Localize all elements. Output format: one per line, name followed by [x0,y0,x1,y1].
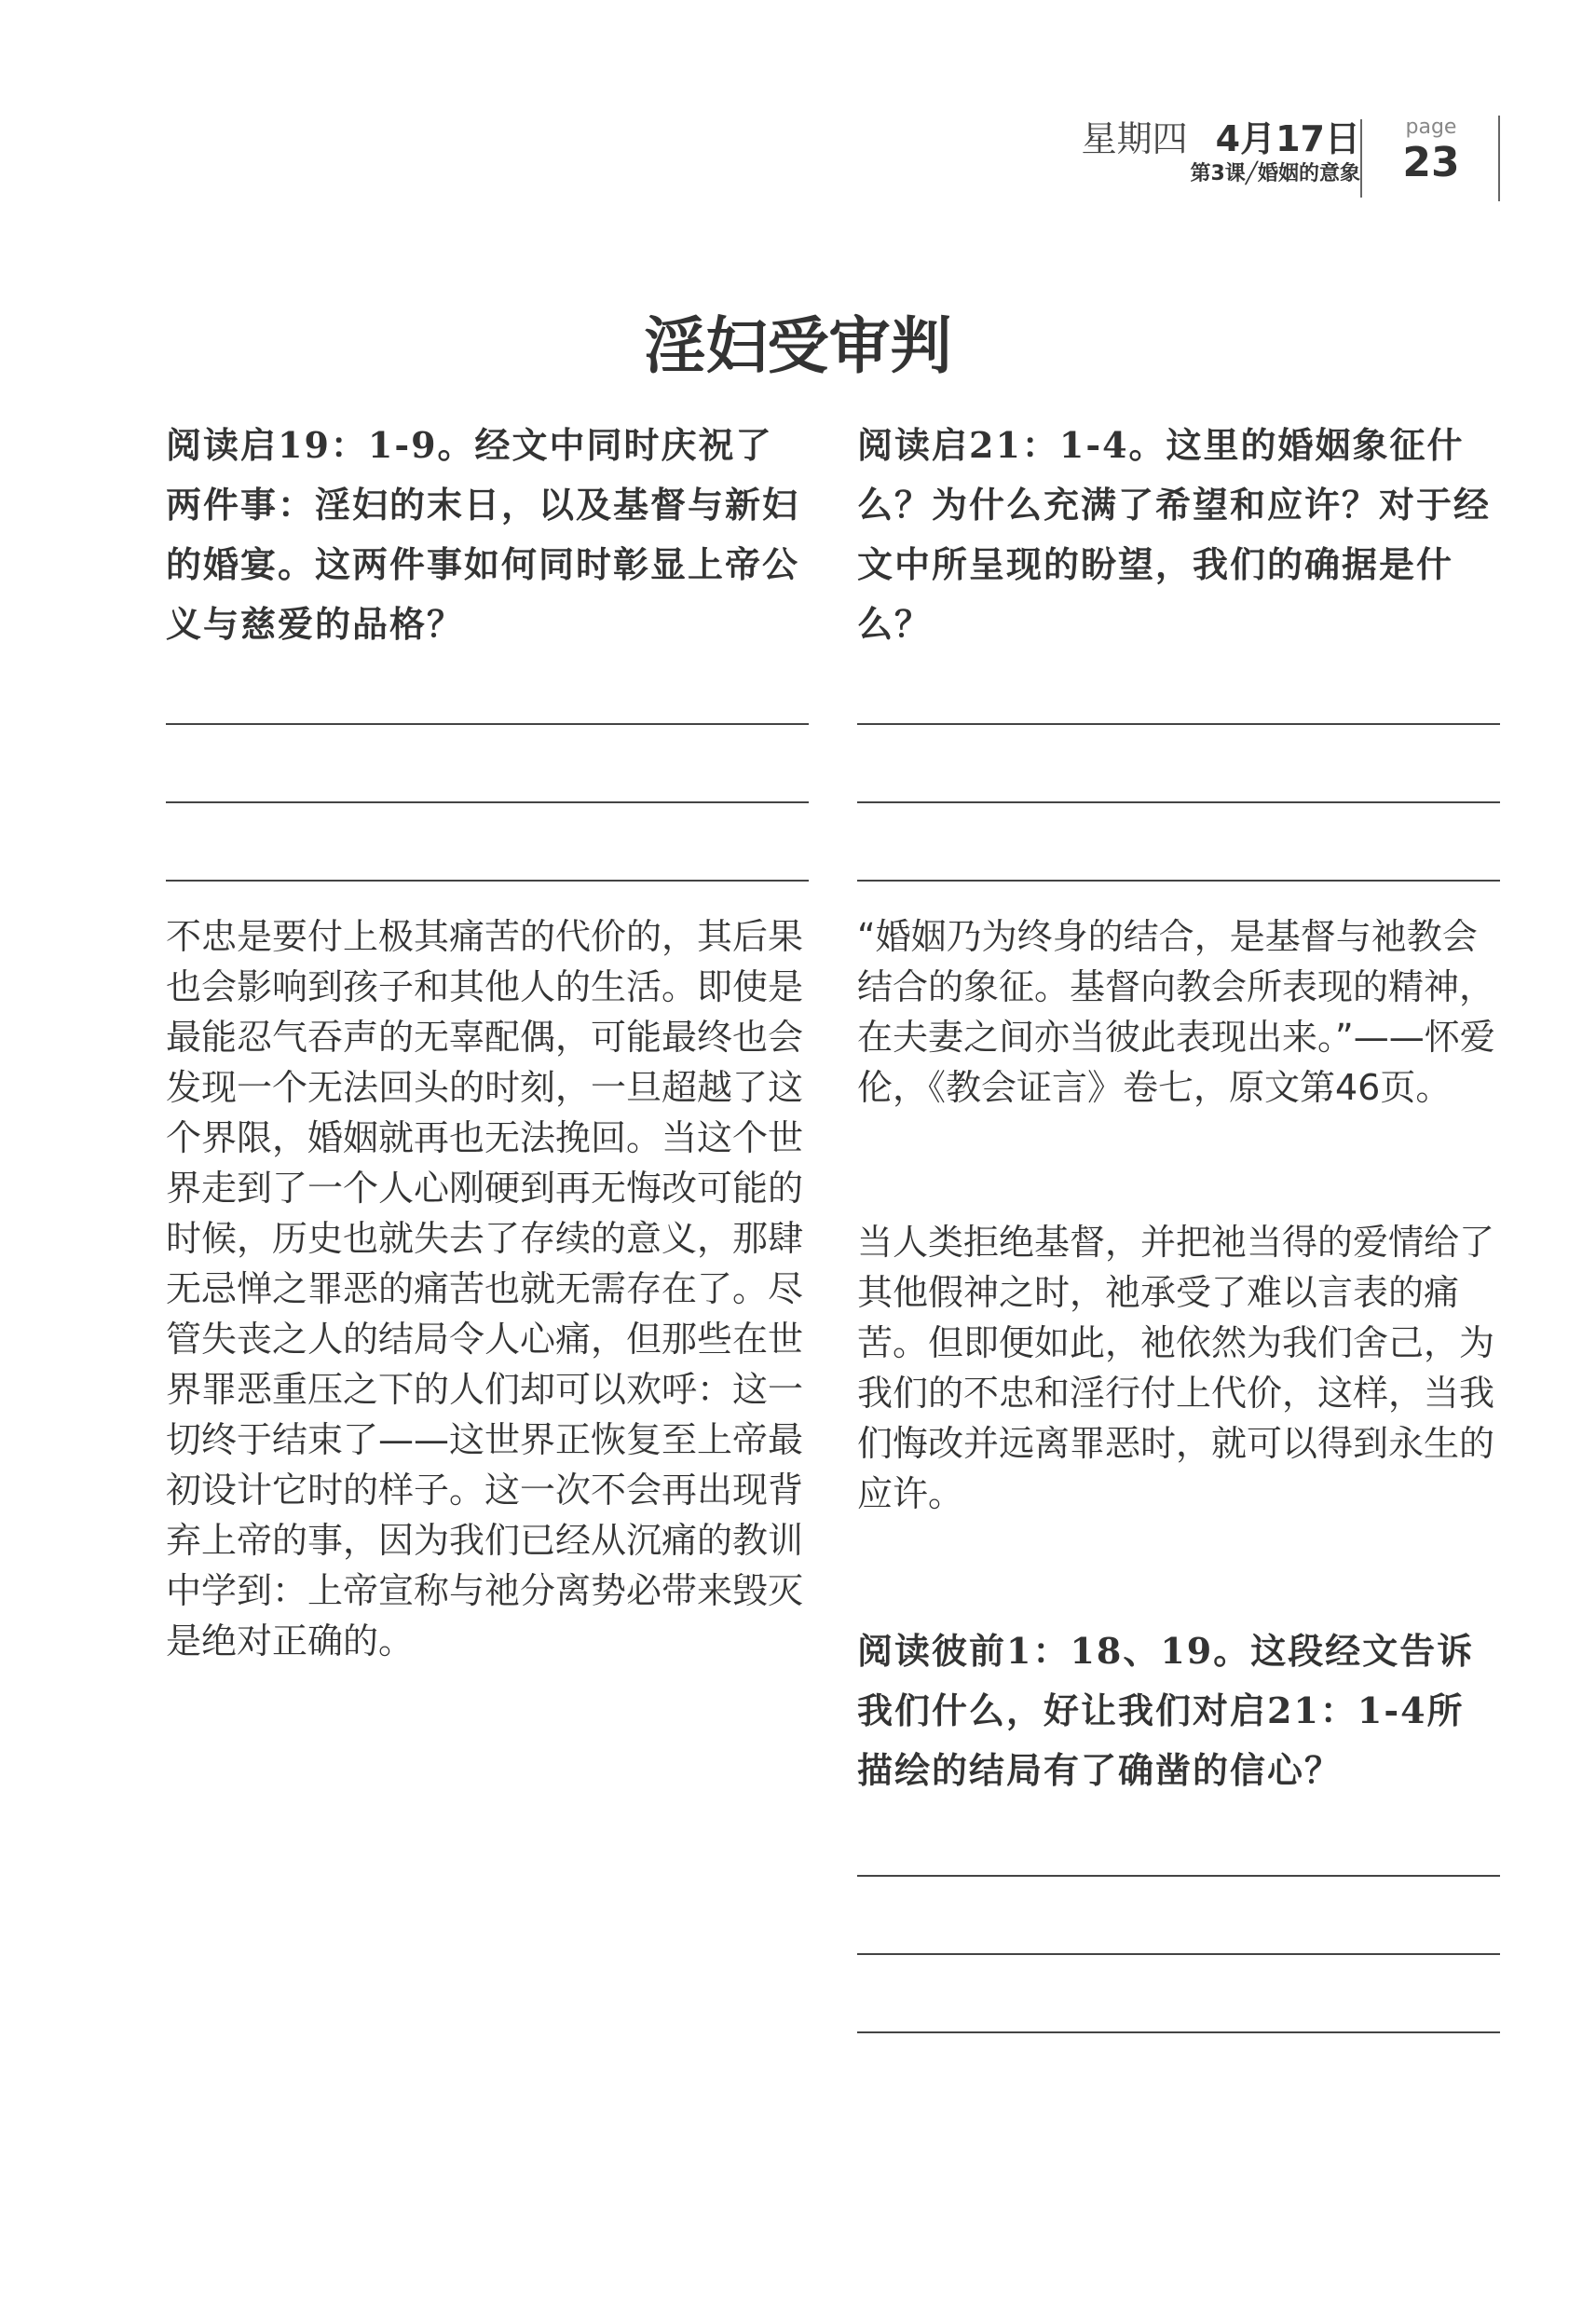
right-question-1: 阅读启21：1-4。这里的婚姻象征什么？为什么充满了希望和应许？对于经文中所呈现的盼望，我们的确据是什么？ [857,424,1492,645]
answer-line-left-3[interactable] [166,880,809,882]
header-lesson: 第3课╱婚姻的意象 [1190,162,1360,185]
page-number: 23 [1402,139,1460,186]
header-date-block [1082,117,1360,188]
left-question: 阅读启19：1-9。经文中同时庆祝了两件事：淫妇的末日，以及基督与新妇的婚宴。这两件事如何同时彰显上帝公义与慈爱的品格？ [166,424,800,645]
left-body-block [166,911,809,1666]
answer-line-right-4[interactable] [857,1875,1500,1877]
left-body-paragraph: 不忠是要付上极其痛苦的代价的，其后果也会影响到孩子和其他人的生活。即使是最能忍气吞声的无辜配偶，可能最终也会发现一个无法回头的时刻，一旦超越了这个界限，婚姻就再也无法挽回。当这个世界走到了一个人心刚硬到再无悔改可能的时候，历史也就失去了存续的意义，那肆无忌惮之罪恶的痛苦也就无需存在了。尽管失丧之人的结局令人心痛，但那些在世界罪恶重压之下的人们却可以欢呼：这一切终于结束了——这世界正恢复至上帝最初设计它时的样子。这一次不会再出现背弃上帝的事，因为我们已经从沉痛的教训中学到：上帝宣称与祂分离势必带来毁灭是绝对正确的。 [166,916,804,1661]
right-question-2: 阅读彼前1：18、19。这段经文告诉我们什么，好让我们对启21：1-4所描绘的结局有了确凿的信心？ [857,1630,1475,1791]
quote-paragraph: “婚姻乃为终身的结合，是基督与祂教会结合的象征。基督向教会所表现的精神，在夫妻之间亦当彼此表现出来。”——怀爱伦，《教会证言》卷七，原文第46页。 [857,916,1495,1108]
page-label: page [1405,116,1457,139]
header-day: 星期四 [1081,118,1188,159]
header-divider [1360,119,1362,198]
header-rule [1498,116,1500,201]
right-paragraph-block [857,1217,1500,1519]
left-question-block [166,416,809,654]
answer-line-right-5[interactable] [857,1953,1500,1955]
answer-line-right-2[interactable] [857,801,1500,803]
answer-line-right-6[interactable] [857,2031,1500,2033]
answer-line-right-1[interactable] [857,723,1500,725]
header-date: 4月17日 [1215,118,1360,159]
right-question-2-block [857,1621,1500,1800]
page-header [988,110,1509,203]
right-quote-block [857,911,1500,1113]
answer-line-left-2[interactable] [166,801,809,803]
answer-line-right-3[interactable] [857,880,1500,882]
right-body-paragraph: 当人类拒绝基督，并把祂当得的爱情给了其他假神之时，祂承受了难以言表的痛苦。但即便如此，祂依然为我们舍己，为我们的不忠和淫行付上代价，这样，当我们悔改并远离罪恶时，就可以得到永生的应许。 [857,1222,1495,1514]
page-title: 淫妇受审判 [644,309,952,382]
page-number-block [1375,116,1487,186]
answer-line-left-1[interactable] [166,723,809,725]
right-question-block [857,416,1500,654]
